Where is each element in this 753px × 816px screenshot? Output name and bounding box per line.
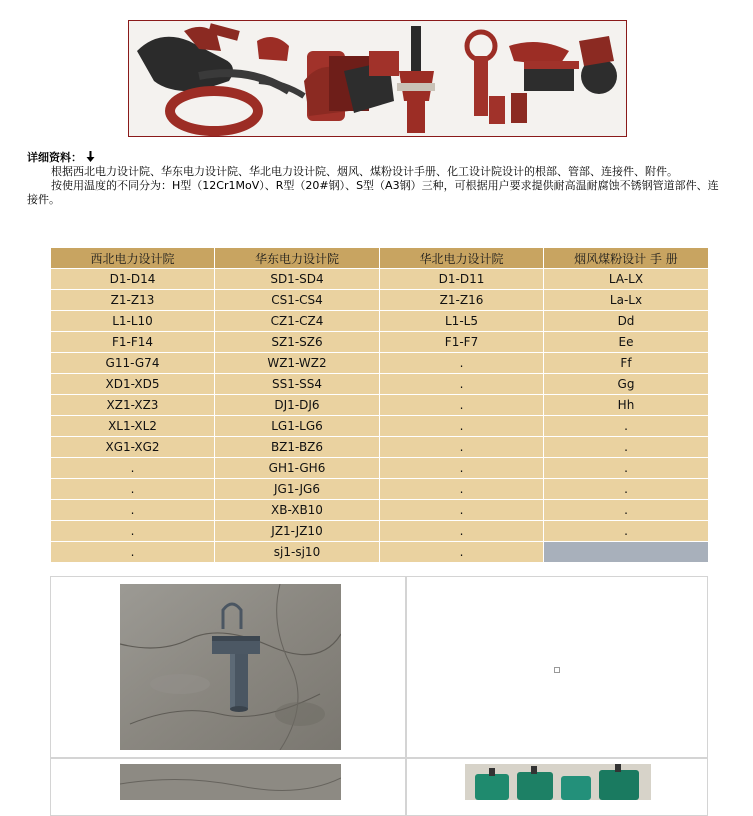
spring-hanger-image xyxy=(465,764,651,800)
table-cell: WZ1-WZ2 xyxy=(215,353,380,374)
table-cell: . xyxy=(51,479,215,500)
product-banner-image xyxy=(128,20,627,137)
table-header-row xyxy=(51,248,709,269)
table-cell: SS1-SS4 xyxy=(215,374,380,395)
column-header: 西北电力设计院 xyxy=(51,248,215,269)
details-section xyxy=(27,151,727,207)
table-cell: . xyxy=(51,521,215,542)
table-cell: . xyxy=(544,479,709,500)
table-cell: XB-XB10 xyxy=(215,500,380,521)
table-cell: sj1-sj10 xyxy=(215,542,380,563)
table-cell: . xyxy=(544,437,709,458)
table-cell: . xyxy=(544,416,709,437)
table-cell: . xyxy=(380,500,544,521)
table-cell: D1-D14 xyxy=(51,269,215,290)
table-cell: LA-LX xyxy=(544,269,709,290)
table-cell: LG1-LG6 xyxy=(215,416,380,437)
table-row xyxy=(51,542,709,563)
details-paragraph-1: 根据西北电力设计院、华东电力设计院、华北电力设计院、烟风、煤粉设计手册、化工设计院设计的根部、管部、连接件、附件。 xyxy=(51,165,678,178)
table-cell: F1-F7 xyxy=(380,332,544,353)
table-cell: L1-L5 xyxy=(380,311,544,332)
down-arrow-icon xyxy=(86,151,95,162)
pipe-support-photo xyxy=(120,584,341,750)
table-cell: D1-D11 xyxy=(380,269,544,290)
grid-divider xyxy=(405,577,407,815)
table-cell: . xyxy=(380,353,544,374)
table-cell: . xyxy=(380,458,544,479)
table-row xyxy=(51,269,709,290)
table-row xyxy=(51,374,709,395)
broken-image-icon xyxy=(554,667,560,673)
table-cell: La-Lx xyxy=(544,290,709,311)
table-cell: CZ1-CZ4 xyxy=(215,311,380,332)
details-heading-row xyxy=(27,151,727,165)
table-cell: Z1-Z13 xyxy=(51,290,215,311)
table-row xyxy=(51,311,709,332)
table-cell: Z1-Z16 xyxy=(380,290,544,311)
table-row xyxy=(51,416,709,437)
spring-hanger-photo xyxy=(465,764,651,800)
table-row xyxy=(51,500,709,521)
table-row xyxy=(51,521,709,542)
pipe-support-image xyxy=(120,584,341,750)
column-header: 华北电力设计院 xyxy=(380,248,544,269)
table-cell: L1-L10 xyxy=(51,311,215,332)
table-cell: Hh xyxy=(544,395,709,416)
table-cell: JG1-JG6 xyxy=(215,479,380,500)
table-cell: GH1-GH6 xyxy=(215,458,380,479)
table-cell-empty xyxy=(544,542,709,563)
table-cell: BZ1-BZ6 xyxy=(215,437,380,458)
table-cell: Ee xyxy=(544,332,709,353)
table-cell: F1-F14 xyxy=(51,332,215,353)
design-institute-table xyxy=(50,247,709,563)
concrete-image xyxy=(120,764,341,800)
table-row xyxy=(51,395,709,416)
table-cell: G11-G74 xyxy=(51,353,215,374)
table-cell: . xyxy=(544,521,709,542)
table-cell: . xyxy=(380,374,544,395)
table-cell: DJ1-DJ6 xyxy=(215,395,380,416)
table-cell: . xyxy=(380,521,544,542)
table-cell: . xyxy=(380,542,544,563)
table-cell: . xyxy=(51,542,215,563)
details-paragraph-2: 按使用温度的不同分为：H型（12Cr1MoV）、R型（20#钢）、S型（A3钢）三种，可根据用户要求提供耐高温耐腐蚀不锈钢管道部件、连接件。 xyxy=(27,179,719,206)
table-cell: . xyxy=(380,395,544,416)
table-cell: . xyxy=(544,458,709,479)
table-cell: XD1-XD5 xyxy=(51,374,215,395)
table-cell: Ff xyxy=(544,353,709,374)
column-header: 华东电力设计院 xyxy=(215,248,380,269)
table-row xyxy=(51,458,709,479)
table-cell: . xyxy=(380,416,544,437)
table-cell: JZ1-JZ10 xyxy=(215,521,380,542)
table-cell: . xyxy=(51,458,215,479)
grid-divider xyxy=(51,757,707,759)
table-row xyxy=(51,332,709,353)
table-cell: XG1-XG2 xyxy=(51,437,215,458)
table-cell: . xyxy=(51,500,215,521)
table-cell: SZ1-SZ6 xyxy=(215,332,380,353)
table-row xyxy=(51,479,709,500)
concrete-photo xyxy=(120,764,341,800)
table-cell: . xyxy=(544,500,709,521)
details-heading: 详细资料： xyxy=(27,151,82,164)
table-cell: XL1-XL2 xyxy=(51,416,215,437)
table-cell: SD1-SD4 xyxy=(215,269,380,290)
column-header: 烟风煤粉设计 手 册 xyxy=(544,248,709,269)
table-row xyxy=(51,290,709,311)
table-cell: . xyxy=(380,479,544,500)
table-row xyxy=(51,353,709,374)
table-cell: XZ1-XZ3 xyxy=(51,395,215,416)
table-cell: CS1-CS4 xyxy=(215,290,380,311)
table-cell: Gg xyxy=(544,374,709,395)
table-cell: Dd xyxy=(544,311,709,332)
table-row xyxy=(51,437,709,458)
pipe-hanger-collage xyxy=(129,21,626,136)
table-cell: . xyxy=(380,437,544,458)
